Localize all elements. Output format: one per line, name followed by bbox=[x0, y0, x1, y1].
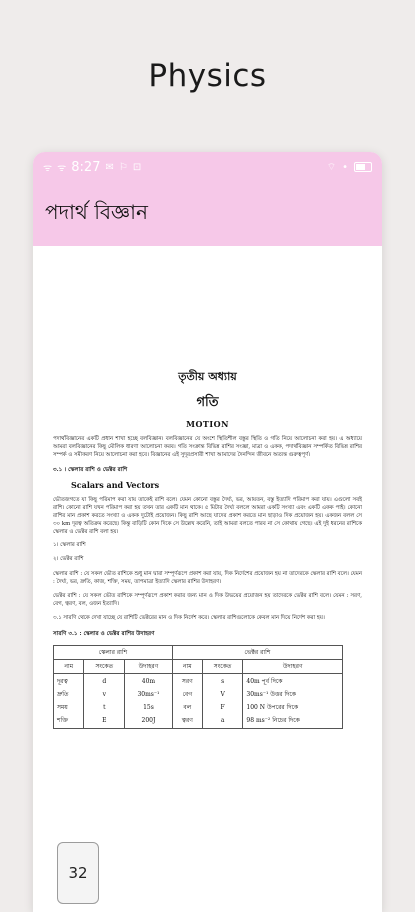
chapter-number: তৃতীয় অধ্যায় bbox=[178, 370, 237, 383]
section-paragraph: ভৌতজগতে যা কিছু পরিমাপ করা যায় তাকেই রাশি বলে। যেমন কোনো বস্তুর দৈর্ঘ্য, ভর, আয়তন, বস্তু ইত্যাদি পরিমাপ করা যায়। এগুলো সবই রাশি। কোনো রাশি যখন পরিমাপ করা হয় তখন তার একটি মান থাকে। ৫ মিটার দৈর্ঘ্য বললে আমরা একটি সংখ্যা এবং একটি একক পাই। কোনো রাশির মান প্রকাশ করতে সংখ্যা ও একক দুটোই প্রয়োজন। কিছু রাশি আছে যাদের প্রকাশ করতে মান ছাড়াও দিক প্রয়োজন হয়। একজন বলল সে ৩০ km দূরত্ব অতিক্রম করেছে। কিন্তু বাড়িটি কোন দিকে সে উল্লেখ করেনি, তাই আমরা বলতে পারব না সে কোথায় গেছে। এই দুই ধরনের রাশিকে স্কেলার ও ভেক্টর রাশি বলা হয়। bbox=[53, 497, 362, 535]
app-notification-icon: ⊡ bbox=[132, 161, 142, 173]
table-cell-vector-examples bbox=[243, 674, 343, 729]
table-cell: E bbox=[102, 717, 107, 724]
table-cell: 40m পূর্ব দিকে bbox=[246, 678, 283, 685]
vector-definition: ভেক্টর রাশি : যে সকল ভৌত রাশিকে সম্পূর্ণরূপে প্রকাশ করার জন্য মান ও দিক উভয়ের প্রয়োজন হয় তাদেরকে ভেক্টর রাশি বলে। যেমন : সরণ, বেগ, ত্বরণ, বল, ওজন ইত্যাদি। bbox=[53, 593, 362, 607]
phone-screen bbox=[33, 152, 382, 912]
table-cell: সময় bbox=[57, 704, 68, 711]
table-cell: বল bbox=[183, 704, 192, 711]
section-heading: ৩.১ । স্কেলার রাশি ও ভেক্টর রাশি bbox=[53, 467, 128, 473]
battery-icon bbox=[354, 162, 372, 172]
table-cell: t bbox=[103, 704, 106, 711]
message-icon: ✉ bbox=[105, 161, 114, 173]
promo-title: Physics bbox=[148, 58, 267, 94]
note-paragraph: ৩.১ সারণি থেকে দেখা যাচ্ছে যে রাশিটি ভেক্টরের মান ও দিক নির্দেশ করে। স্কেলার রাশিগুলোকে কেবল মান দিয়ে নির্দেশ করা হয়। bbox=[53, 615, 325, 621]
table-cell: বেগ bbox=[182, 691, 193, 698]
table-caption: সারণি ৩.১ : স্কেলার ও ভেক্টর রাশির উদাহরণ bbox=[53, 631, 155, 637]
table-column-header: সংকেত bbox=[202, 660, 243, 674]
table-cell: s bbox=[221, 678, 225, 685]
table-cell: 15s bbox=[143, 704, 154, 711]
chapter-title: গতি bbox=[196, 395, 219, 410]
table-group-header: স্কেলার রাশি bbox=[54, 646, 173, 660]
section-heading-english: Scalars and Vectors bbox=[71, 480, 160, 490]
location-icon: ⚐ bbox=[118, 161, 128, 173]
table-cell: 30ms⁻¹ bbox=[137, 691, 160, 698]
status-left bbox=[43, 160, 141, 175]
table-cell: দ্রুতি bbox=[57, 691, 69, 698]
app-bar bbox=[33, 182, 382, 246]
table-cell: 100 N উপরের দিকে bbox=[246, 704, 299, 711]
scalar-definition: স্কেলার রাশি : যে সকল ভৌত রাশিকে শুধু মান দ্বারা সম্পূর্ণরূপে প্রকাশ করা যায়, দিক নির্দেশের প্রয়োজন হয় না তাদেরকে স্কেলার রাশি বলে। যেমন : দৈর্ঘ্য, ভর, দ্রুতি, কাজ, শক্তি, সময়, তাপমাত্রা ইত্যাদি স্কেলার রাশির উদাহরণ। bbox=[53, 571, 362, 585]
table-group-header-row bbox=[54, 646, 343, 660]
chapter-title-english: MOTION bbox=[186, 419, 229, 429]
table-cell: 40m bbox=[141, 678, 156, 685]
table-cell: সরণ bbox=[181, 678, 193, 685]
page-number-badge[interactable]: 32 bbox=[57, 842, 99, 904]
intro-paragraph: পদার্থবিজ্ঞানের একটি প্রধান শাখা হচ্ছে বলবিজ্ঞান। বলবিজ্ঞানের যে অংশে স্থিতিশীল বস্তুর স্থিতি ও গতি নিয়ে আলোচনা করা হয়। এ অধ্যায়ে আমরা বলবিজ্ঞানের কিছু মৌলিক ধারণা আলোচনা করব। গতি সংক্রান্ত বিভিন্ন রাশির সংজ্ঞা, মাত্রা ও একক, পদার্থবিজ্ঞান সম্পর্কিত বিভিন্ন রাশির সম্পর্ক ও সমীকরণ নিয়ে আলোচনা করা হবে। বিজ্ঞানের এই সুদূরপ্রসারী শাখা আমাদের দৈনন্দিন জীবনে অত্যন্ত গুরুত্বপূর্ণ। bbox=[53, 436, 362, 458]
table-cell: d bbox=[102, 678, 107, 685]
dot-icon: • bbox=[342, 161, 348, 173]
table-row bbox=[54, 674, 343, 729]
table-cell-vector-names bbox=[172, 674, 202, 729]
table-cell: v bbox=[102, 691, 106, 698]
table-column-header: নাম bbox=[54, 660, 84, 674]
table-cell: 98 ms⁻² নিচের দিকে bbox=[246, 717, 300, 724]
app-bar-title: পদার্থ বিজ্ঞান bbox=[45, 199, 148, 224]
table-cell-scalar-symbols bbox=[84, 674, 125, 729]
status-right bbox=[327, 161, 372, 174]
signal-icon-2: ᯤ bbox=[57, 163, 67, 174]
table-column-header: উদাহরণ bbox=[125, 660, 173, 674]
list-item-scalar: ১। স্কেলার রাশি bbox=[53, 542, 86, 548]
table-group-header: ভেক্টর রাশি bbox=[172, 646, 342, 660]
table-cell: V bbox=[220, 691, 225, 698]
table-cell: a bbox=[220, 717, 225, 724]
table-column-header-row bbox=[54, 660, 343, 674]
table-cell: F bbox=[220, 704, 225, 711]
scalar-vector-table bbox=[53, 645, 343, 729]
table-cell: 200J bbox=[141, 717, 156, 724]
table-cell-vector-symbols bbox=[202, 674, 243, 729]
table-cell: দূরত্ব bbox=[57, 678, 68, 685]
table-cell: ত্বরণ bbox=[181, 717, 193, 724]
wifi-icon: ⌔ bbox=[326, 161, 337, 173]
list-item-vector: ২। ভেক্টর রাশি bbox=[53, 556, 84, 562]
signal-icon: ᯤ bbox=[43, 163, 53, 174]
table-column-header: সংকেত bbox=[84, 660, 125, 674]
table-cell-scalar-names bbox=[54, 674, 84, 729]
book-page[interactable] bbox=[33, 368, 382, 729]
table-cell-scalar-examples bbox=[125, 674, 173, 729]
status-bar bbox=[33, 152, 382, 182]
table-column-header: উদাহরণ bbox=[243, 660, 343, 674]
table-column-header: নাম bbox=[172, 660, 202, 674]
table-cell: শক্তি bbox=[57, 717, 69, 724]
table-cell: 30ms⁻¹ উত্তর দিকে bbox=[246, 691, 296, 698]
status-time: 8:27 bbox=[71, 159, 101, 175]
